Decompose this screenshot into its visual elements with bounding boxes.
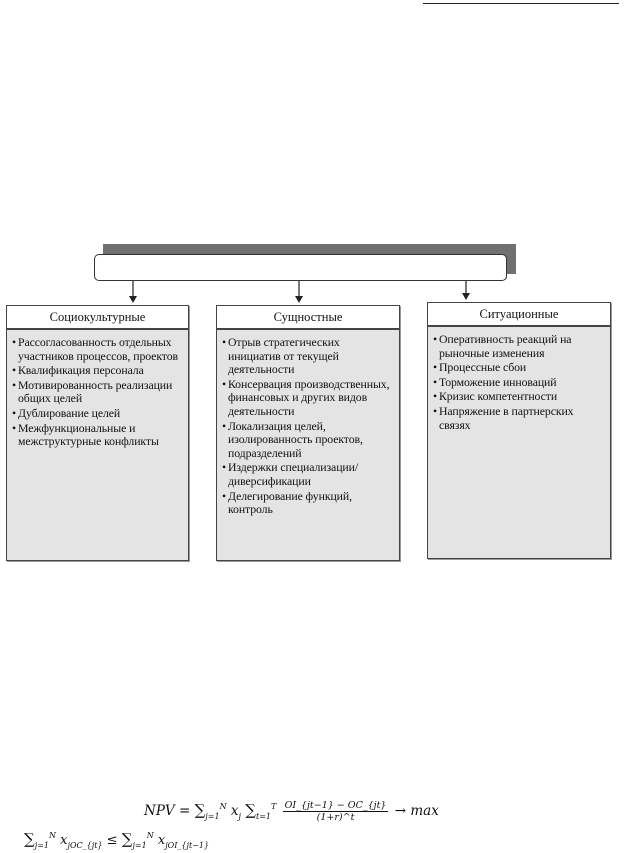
bullet-icon: • [433,332,438,346]
arrowhead-essential [295,296,303,303]
constraint-sum-left-sub: j=1 [34,841,49,850]
list-item: • Напряжение в партнерских связях [433,403,574,432]
arrowhead-situational [462,293,470,300]
bullet-icon: • [12,363,17,378]
bullet-icon: • [12,420,17,435]
bullet-icon: • [222,460,227,475]
npv-denominator: (1+r)^t [316,812,355,823]
npv-sum-t: ∑ [245,801,256,819]
bullet-icon: • [433,360,438,375]
constraint-term-right: x [157,833,166,848]
list-item: • Консервация производственных, финансовых и других видов деятельности [222,376,390,418]
constraint-sum-left-sup: N [49,831,56,840]
npv-goal: max [410,803,439,819]
list-item: • Процессные сбои [433,360,527,375]
list-item: • Кризис компетентности [433,389,558,404]
constraint-term-right-sub: jOI_{jt−1} [165,841,210,850]
npv-numerator: OI_{jt−1} − OC_{jt} [284,800,387,811]
npv-arrow: → [394,803,407,819]
npv-formula [144,800,439,823]
list-item: • Делегирование функций, контроль [222,488,352,517]
constraint-sum-left: ∑ [24,830,35,848]
arrowhead-sociocultural [129,296,137,303]
column-body-essential [216,329,400,561]
bullet-icon: • [222,335,227,349]
column-header-sociocultural: Социокультурные [6,305,189,329]
list-item: • Рассогласованность отдельных участников процессов, проектов [12,335,178,363]
top-rule-line [423,3,619,4]
list-item: • Мотивированность реализации общих целей [12,377,173,406]
list-item: • Межфункциональные и межструктурные конфликты [12,420,159,449]
bullet-icon: • [222,376,227,391]
column-header-situational: Ситуационные [427,302,611,326]
column-header-essential: Сущностные [216,305,400,329]
npv-fraction [283,800,389,823]
npv-x-sub: j [238,812,241,821]
npv-sum-t-sub: t=1 [255,812,271,821]
bullet-icon: • [433,389,438,404]
list-item: • Оперативность реакций на рыночные изменения [433,332,572,360]
list-item: • Квалификация персонала [12,363,144,378]
bullet-icon: • [222,488,227,503]
npv-sum-j-sup: N [219,802,227,811]
constraint-relation: ≤ [106,833,118,848]
npv-sum-j-sub: j=1 [205,812,220,821]
bullet-icon: • [12,377,17,392]
list-sociocultural [12,336,184,449]
list-item: • Торможение инноваций [433,374,557,389]
list-essential [222,336,395,517]
list-item: • Отрыв стратегических инициатив от текущей деятельности [222,335,340,377]
constraint-sum-right: ∑ [121,830,133,848]
list-item: • Дублирование целей [12,405,121,420]
constraint-sum-right-sup: N [146,831,154,840]
npv-sum-t-sup: T [271,802,277,811]
list-situational [433,333,606,432]
bullet-icon: • [12,405,17,420]
list-item: • Локализация целей, изолированность проектов, подразделений [222,418,363,460]
constraint-formula [24,830,209,851]
diagram-title-box [94,254,507,281]
constraint-term-left-sub: jOC_{jt} [67,841,103,850]
npv-lhs: NPV [144,803,175,819]
column-body-sociocultural [6,329,189,561]
list-item: • Издержки специализации/диверсификации [222,460,359,488]
bullet-icon: • [433,403,438,418]
npv-equals: = [178,803,191,819]
column-body-situational [427,326,611,559]
constraint-term-left: x [60,833,68,848]
bullet-icon: • [433,374,438,389]
npv-x: x [230,803,239,819]
constraint-sum-right-sub: j=1 [132,841,147,850]
bullet-icon: • [222,418,227,433]
bullet-icon: • [12,335,17,349]
npv-sum-j: ∑ [194,801,206,819]
